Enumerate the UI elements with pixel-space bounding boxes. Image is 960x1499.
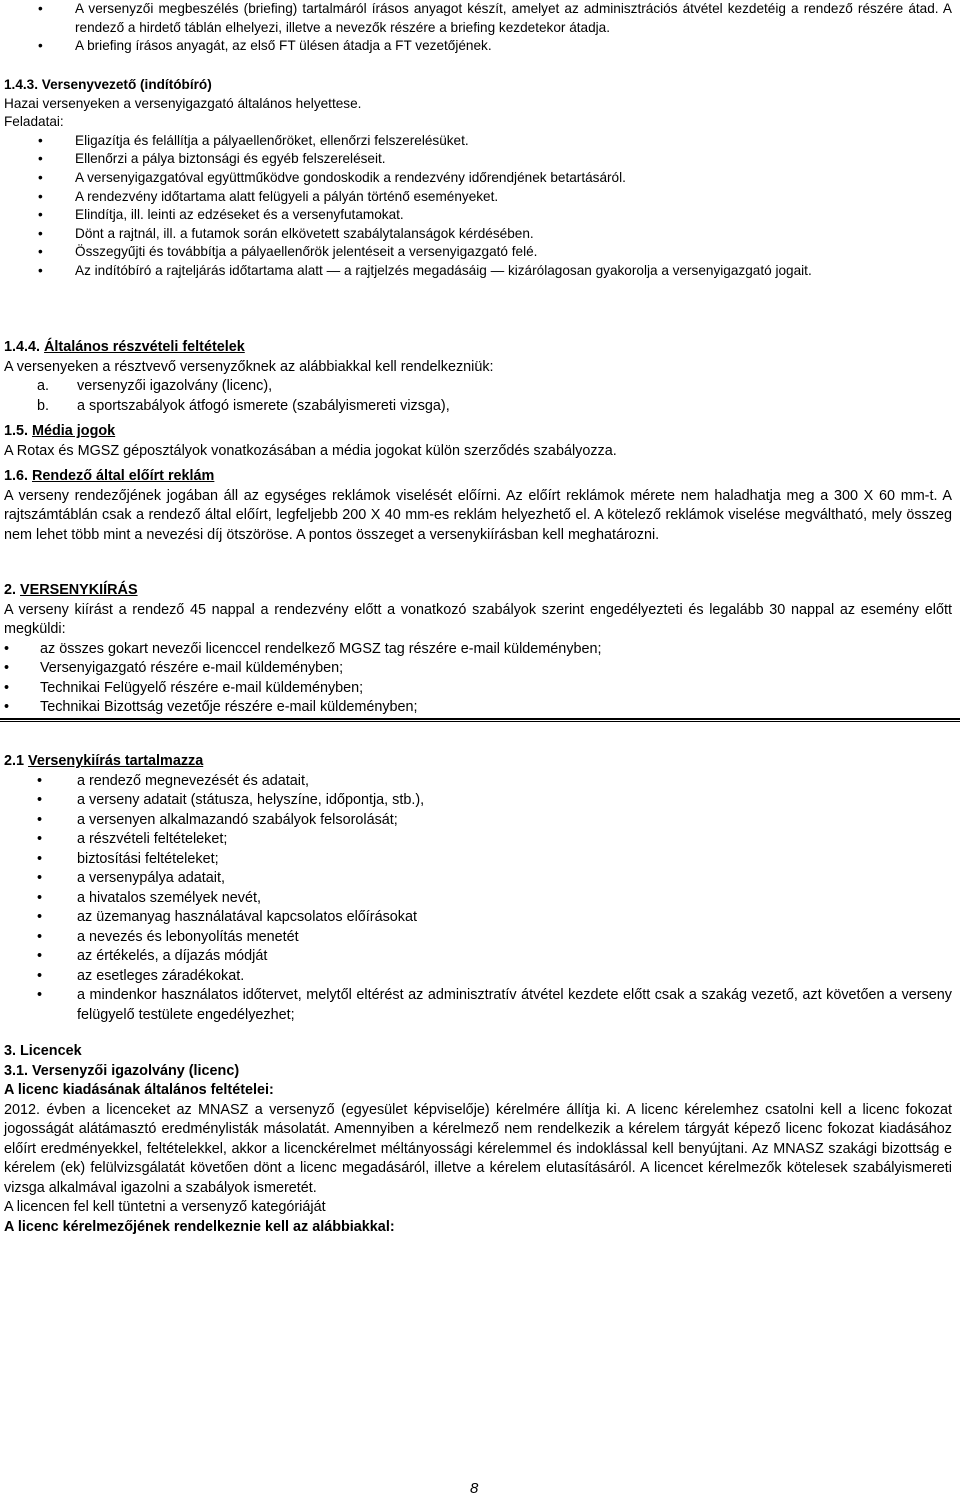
bullet-icon: • [37,792,43,808]
list-item: • a rendező megnevezését és adatait, [4,772,952,792]
section-divider-thin [0,721,960,722]
section-text: 2012. évben a licenceket az MNASZ a versenyző (egyesület képviselője) kérelmére állítja ki. A licenc kérelemhez csatolni kell a licenc fokozat jogosságát alátámasztó eredménylisták másolatát. Amennyiben a kérelmező nem rendelkezik a kérelem tárgyát képező licenc fokozat kiadásához előírt eredményekkel, feltételekkel, akkor a licenckérelmet méltányossági kérelemmel és indoklással kell benyújtani. Az MNASZ szakági bizottság e kérelem (ek) felülvizsgálatát követően dönt a licenc megadásáról, illetve a kérelem elutasításáról. A licencet kérelmezők kötelesek szabályismereti vizsga alkalmával igazolni a szabályok ismeretét. [4,1101,952,1196]
bullet-icon: • [37,772,43,789]
section-text: A Rotax és MGSZ géposztályok vonatkozásában a média jogokat külön szerződés szabályozza. [4,442,617,459]
list-item: • az üzemanyag használatával kapcsolatos előírásokat [4,908,952,928]
bullet-icon: • [4,640,10,657]
bullet-icon: • [38,244,43,260]
list-item: • A rendezvény időtartama alatt felügyeli a pályán történő eseményeket. [4,188,952,207]
list-item: • Technikai Bizottság vezetője részére e-mail küldeményben; [4,698,952,718]
bullet-icon: • [38,188,43,204]
section-text: A verseny kiírást a rendező 45 nappal a rendezvény előtt a vonatkozó szabályok szerint engedélyezteti és legalább 30 nappal az esemény előtt megküldi: [4,601,952,637]
list-item: • Az indítóbíró a rajteljárás időtartama alatt — a rajtjelzés megadásáig — kizárólagosan gyakorolja a versenyigazgató jogait. [4,262,952,281]
list-item: • Ellenőrzi a pálya biztonsági és egyéb felszereléseit. [4,150,952,169]
list-item: • Versenyigazgató részére e-mail küldeményben; [4,659,952,679]
section-heading: 1.6. Rendező által előírt reklám [4,468,215,484]
bullet-icon: • [38,132,43,148]
bullet-icon: • [37,850,43,867]
section-line: A licencen fel kell tüntetni a versenyző kategóriáját [4,1199,326,1215]
list-item: • Eligazítja és felállítja a pályaellenőröket, ellenőrzi felszerelésüket. [4,132,952,151]
list-item: • Elindítja, ill. leinti az edzéseket és a versenyfutamokat. [4,206,952,225]
section-heading: 3. Licencek [4,1043,82,1059]
tasks-label: Feladatai: [4,114,64,130]
section-divider [0,718,960,720]
bullet-icon: • [38,207,43,223]
bullet-icon: • [38,262,43,278]
list-item: • a nevezés és lebonyolítás menetét [4,928,952,948]
section-1-4-3 [4,76,952,281]
requirements-list [4,377,952,416]
bullet-icon: • [37,967,43,984]
bullet-icon: • [38,1,43,16]
section-1-4-4 [4,338,952,416]
section-intro: A versenyeken a résztvevő versenyzőknek az alábbiakkal kell rendelkezniük: [4,358,494,375]
list-item: a. versenyzői igazolvány (licenc), [37,378,273,394]
top-bullet-list [4,0,952,56]
list-item: • a versenypálya adatait, [4,869,952,889]
bullet-icon: • [37,811,43,828]
bullet-icon: • [37,909,43,925]
section-2-1 [4,752,952,1025]
recipients-list [4,640,952,718]
bullet-icon: • [38,151,43,167]
list-item: • az értékelés, a díjazás módját [4,947,952,967]
list-item: • Dönt a rajtnál, ill. a futamok során elkövetett szabálytalanságok kérdésében. [4,225,952,244]
section-1-5 [4,422,952,461]
list-item: • A versenyzői megbeszélés (briefing) tartalmáról írásos anyagot készít, amelyet az adminisztrációs átvétel kezdetéig a rendező részére átad. A rendező a hirdető táblán elhelyezi, illetve a nevezők részére a briefing kezdetekor átadja. [38,1,952,35]
list-item: • Összegyűjti és továbbítja a pályaellenőrök jelentéseit a versenyigazgató felé. [4,243,952,262]
list-item: • a mindenkor használatos időtervet, melytől eltérést az adminisztratív átvétel kezdete előtt csak a szakág vezető, azt követően a verseny felügyelő testülete engedélyezhet; [37,987,952,1023]
requirements-label: A licenc kérelmezőjének rendelkeznie kell az alábbiakkal: [4,1218,395,1235]
list-item: • biztosítási feltételeket; [4,850,952,870]
bullet-icon: • [38,38,43,54]
list-item: • a verseny adatait (státusza, helyszíne, időpontja, stb.), [4,791,952,811]
bullet-icon: • [37,831,43,847]
page-number: 8 [470,1480,479,1497]
bullet-icon: • [4,699,10,715]
conditions-label: A licenc kiadásának általános feltételei: [4,1082,274,1098]
top-bullet-section [4,0,952,56]
section-intro: Hazai versenyeken a versenyigazgató általános helyettese. [4,95,362,111]
list-item: • az esetleges záradékokat. [4,967,952,987]
list-item: • az összes gokart nevezői licenccel rendelkező MGSZ tag részére e-mail küldeményben; [4,640,952,660]
section-heading: 2. VERSENYKIÍRÁS [4,582,138,598]
bullet-icon: • [37,889,43,906]
section-text: A verseny rendezőjének jogában áll az egységes reklámok viselését előírni. Az előírt reklámok mérete nem haladhatja meg a 300 X 60 mm-t. A rajtszámtáblán csak a rendező által előírt, legfeljebb 200 X 40 mm-es reklám helyezhető el. A kötelező reklámok viselése megváltható, mely összeg nem lehet több mint a nevezési díj ötszöröse. A pontos összeget a versenykiírásban kell meghatározni. [4,487,952,543]
section-heading: 2.1 Versenykiírás tartalmazza [4,753,204,769]
list-item: • a részvételi feltételeket; [4,830,952,850]
section-heading: 1.4.4. Általános részvételi feltételek [4,339,245,355]
list-item: b. a sportszabályok átfogó ismerete (szabályismereti vizsga), [37,397,450,414]
contents-list [4,772,952,1026]
section-2 [4,581,952,718]
section-1-6 [4,467,952,545]
list-item: • a versenyen alkalmazandó szabályok felsorolását; [4,811,952,831]
bullet-icon: • [37,948,43,964]
bullet-icon: • [37,928,43,945]
section-3 [4,1042,952,1237]
list-item: • Technikai Felügyelő részére e-mail küldeményben; [4,679,952,699]
tasks-list [4,132,952,281]
list-item: • A versenyigazgatóval együttműködve gondoskodik a rendezvény időrendjének betartásáról. [4,169,952,188]
bullet-icon: • [4,660,10,676]
section-heading: 1.4.3. Versenyvezető (indítóbíró) [4,77,212,92]
bullet-icon: • [37,987,43,1003]
bullet-icon: • [38,169,43,185]
subsection-heading: 3.1. Versenyzői igazolvány (licenc) [4,1062,240,1079]
list-item: • A briefing írásos anyagát, az első FT ülésen átadja a FT vezetőjének. [4,37,952,56]
bullet-icon: • [38,225,43,241]
bullet-icon: • [37,870,43,886]
list-item: • a hivatalos személyek nevét, [4,889,952,909]
bullet-icon: • [4,679,10,696]
section-heading: 1.5. Média jogok [4,423,116,439]
